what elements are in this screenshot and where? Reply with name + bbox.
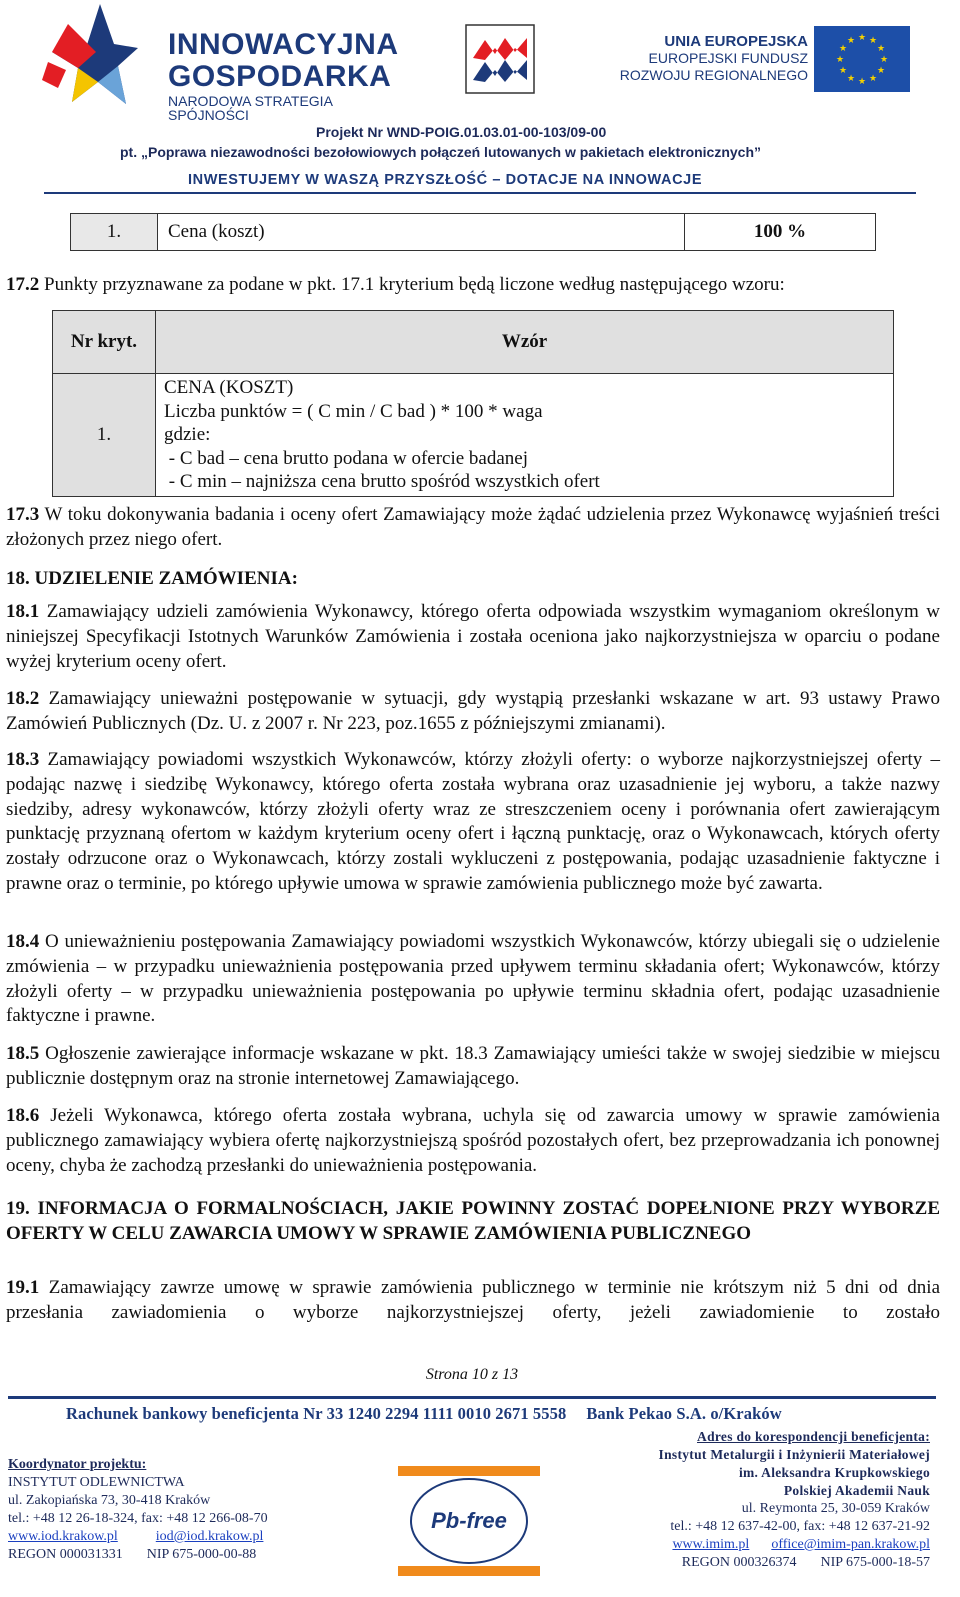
paragraph-text: Zamawiający udzieli zamówienia Wykonawcy, którego oferta odpowiada wszystkim wymaganiom określonym w niniejszej Specyfikacji Istotnych Warunków Zamówienia i została oceniona jako najkorzystniejsza w oparciu o podane wyżej kryterium oceny ofert.: [6, 601, 940, 672]
svg-text:★: ★: [868, 74, 878, 84]
paragraph-text: Punkty przyznawane za podane w pkt. 17.1 kryterium będą liczone według następującego wzoru:: [39, 274, 785, 295]
eu-text: [600, 33, 808, 84]
paragraph-number: 18.4: [6, 931, 40, 952]
formula-table: [52, 310, 894, 497]
beneficiary-address: ul. Reymonta 25, 30-059 Kraków: [741, 1501, 930, 1516]
bank-account: [66, 1404, 782, 1424]
column-header-formula: Wzór: [156, 311, 894, 374]
paragraph-text: Zamawiający powiadomi wszystkich Wykonawców, którzy złożyli oferty: o wyborze najkorzystniejszej oferty – podając nazwę i siedzibę Wykonawcy, którego oferta została wybrana oraz uzasadnienie jej wyboru, a także nazwy siedziby, adresy wykonawców, którzy złożyli oferty wraz ze streszczeniem oceny i porównania ofert zawierającym punktację przyznaną ofertom w każdym kryterium oceny ofert i łączną punktację, oraz o Wykonawcach, których oferty zostały odrzucone oraz o Wykonawcach, którzy zostali wykluczeni z postępowania, podając uzasadnienie faktyczne i prawne oraz o terminie, po którego upływie umowa w sprawie zamówienia publicznego może być zawarta.: [6, 749, 940, 894]
beneficiary-nip: NIP 675-000-18-57: [820, 1555, 930, 1570]
logo-line-2: GOSPODARKA: [168, 60, 392, 93]
coordinator-regon: REGON 000031331: [8, 1547, 123, 1562]
formula-line: Liczba punktów = ( C min / C bad ) * 100 * waga: [164, 400, 543, 422]
coordinator-nip: NIP 675-000-00-88: [146, 1547, 257, 1562]
row-nr: 1.: [53, 374, 156, 497]
paragraph-number: 18.2: [6, 688, 40, 709]
paragraph-18-6: [6, 1104, 940, 1178]
beneficiary-email-link[interactable]: office@imim-pan.krakow.pl: [771, 1537, 930, 1552]
eu-line-3: ROZWOJU REGIONALNEGO: [619, 67, 808, 83]
paragraph-number: 17.2: [6, 274, 40, 295]
page-number: Strona 10 z 13: [425, 1366, 519, 1383]
bank-account-number: Rachunek bankowy beneficjenta Nr 33 1240 2294 1111 0010 2671 5558: [66, 1404, 567, 1423]
paragraph-18-2: [6, 687, 940, 737]
innowacyjna-gospodarka-logo: [38, 4, 399, 123]
table-row: [53, 374, 894, 497]
formula-line: - C min – najniższa cena brutto spośród wszystkich ofert: [164, 471, 600, 492]
paragraph-17-2: [6, 273, 940, 298]
table-header-row: [53, 311, 894, 374]
coordinator-org: INSTYTUT ODLEWNICTWA: [8, 1475, 185, 1490]
section-heading-19: 19. INFORMACJA O FORMALNOŚCIACH, JAKIE POWINNY ZOSTAĆ DOPEŁNIONE PRZY WYBORZE OFERTY W CELU ZAWARCIA UMOWY W SPRAWIE ZAMÓWIENIA PUBLICZNEGO: [6, 1198, 940, 1244]
svg-text:★: ★: [876, 44, 886, 54]
beneficiary-org-2: im. Aleksandra Krupkowskiego: [738, 1465, 930, 1480]
criteria-nr: 1.: [71, 214, 158, 251]
coordinator-info: [8, 1456, 368, 1564]
header-divider: [44, 192, 916, 194]
footer-divider: [8, 1396, 936, 1399]
paragraph-17-3: [6, 503, 940, 553]
paragraph-text: Zamawiający unieważni postępowanie w sytuacji, gdy wystąpią przesłanki wskazane w art. 93 ustawy Prawo Zamówień Publicznych (Dz. U. z 2007 r. Nr 223, poz.1655 z późniejszymi zmianami).: [6, 688, 940, 734]
svg-text:★: ★: [879, 55, 889, 65]
logo-line-1: INNOWACYJNA: [168, 28, 399, 61]
paragraph-number: 18.6: [6, 1105, 40, 1126]
beneficiary-regon: REGON 000326374: [681, 1555, 797, 1570]
svg-text:★: ★: [846, 74, 856, 84]
paragraph-19-1: [6, 1276, 940, 1326]
beneficiary-org-3: Polskiej Akademii Nauk: [783, 1483, 930, 1498]
eu-line-2: EUROPEJSKI FUNDUSZ: [648, 50, 808, 66]
paragraph-text: O unieważnieniu postępowania Zamawiający powiadomi wszystkich Wykonawców, którzy ubiegali się o udzielenie zmówienia – w przypadku unieważnienia postępowania przed upływem terminu składania ofert; Wykonawców, którzy złożyli oferty – w przypadku unieważnienia postępowania po upływie terminu składnia ofert, podając uzasadnienie faktyczne i prawne.: [6, 931, 940, 1027]
criteria-table: [70, 213, 876, 251]
beneficiary-phone: tel.: +48 12 637-42-00, fax: +48 12 637-21-92: [670, 1519, 930, 1534]
bank-name: Bank Pekao S.A. o/Kraków: [586, 1404, 782, 1423]
paragraph-number: 19.1: [6, 1277, 40, 1298]
svg-text:★: ★: [835, 55, 845, 65]
paragraph-18-3: [6, 748, 940, 897]
paragraph-18-1: [6, 600, 940, 674]
institute-logo-icon: [465, 24, 535, 94]
svg-text:★: ★: [857, 33, 867, 43]
svg-text:★: ★: [838, 44, 848, 54]
formula-cell: [156, 374, 894, 497]
pb-free-logo-icon: [398, 1462, 540, 1580]
paragraph-18-5: [6, 1042, 940, 1092]
beneficiary-info: [600, 1428, 930, 1572]
project-number: Projekt Nr WND-POIG.01.03.01-00-103/09-00: [316, 124, 607, 140]
coordinator-website-link[interactable]: www.iod.krakow.pl: [8, 1529, 118, 1544]
project-title: pt. „Poprawa niezawodności bezołowiowych połączeń lutowanych w pakietach elektronicznych”: [120, 144, 762, 160]
page-header: [0, 0, 960, 200]
formula-line: gdzie:: [164, 424, 211, 445]
eu-flag-icon: [814, 26, 910, 92]
pb-free-label: Pb-free: [431, 1508, 507, 1533]
coordinator-phone: tel.: +48 12 26-18-324, fax: +48 12 266-08-70: [8, 1511, 268, 1526]
eu-line-1: UNIA EUROPEJSKA: [664, 33, 808, 50]
paragraph-text: W toku dokonywania badania i oceny ofert Zamawiający może żądać udzielenia przez Wykonawcę wyjaśnień treści złożonych przez niego ofert.: [6, 504, 940, 550]
section-heading-18: 18. UDZIELENIE ZAMÓWIENIA:: [6, 568, 298, 589]
paragraph-text: Jeżeli Wykonawca, którego oferta została wybrana, uchyla się od zawarcia umowy w sprawie zamówienia publicznego zamawiający wybiera ofertę najkorzystniejszą spośród pozostałych ofert, bez przeprowadzania ich ponownej oceny, chyba że zachodzą przesłanki do unieważnienia postępowania.: [6, 1105, 940, 1176]
logo-line-3: NARODOWA STRATEGIA SPÓJNOŚCI: [168, 93, 333, 123]
star-logo-icon: [38, 4, 138, 108]
svg-text:★: ★: [846, 36, 856, 46]
criteria-name: Cena (koszt): [158, 214, 685, 251]
coordinator-address: ul. Zakopiańska 73, 30-418 Kraków: [8, 1493, 211, 1508]
paragraph-number: 18.5: [6, 1043, 40, 1064]
svg-text:★: ★: [868, 36, 878, 46]
paragraph-number: 17.3: [6, 504, 40, 525]
formula-line: CENA (KOSZT): [164, 377, 294, 398]
beneficiary-website-link[interactable]: www.imim.pl: [672, 1537, 750, 1552]
svg-text:★: ★: [838, 66, 848, 76]
paragraph-number: 18.1: [6, 601, 40, 622]
formula-line: - C bad – cena brutto podana w ofercie badanej: [164, 447, 529, 469]
coordinator-email-link[interactable]: iod@iod.krakow.pl: [155, 1529, 264, 1544]
svg-text:★: ★: [876, 66, 886, 76]
criteria-weight: 100 %: [685, 214, 876, 251]
beneficiary-title: Adres do korespondencji beneficjenta:: [697, 1429, 930, 1444]
coordinator-title: Koordynator projektu:: [8, 1457, 147, 1472]
table-row: [71, 214, 876, 251]
slogan: INWESTUJEMY W WASZĄ PRZYSZŁOŚĆ – DOTACJE NA INNOWACJE: [188, 172, 703, 188]
paragraph-number: 18.3: [6, 749, 40, 770]
beneficiary-org-1: Instytut Metalurgii i Inżynierii Materiałowej: [658, 1447, 930, 1462]
paragraph-18-4: [6, 930, 940, 1029]
column-header-nr: Nr kryt.: [53, 311, 156, 374]
svg-text:★: ★: [857, 77, 867, 87]
paragraph-text: Zamawiający zawrze umowę w sprawie zamówienia publicznego w terminie nie krótszym niż 5 dni od dnia przesłania zawiadomienia o wyborze najkorzystniejszej oferty, jeżeli zawiadomienie to zostało: [6, 1277, 940, 1323]
paragraph-text: Ogłoszenie zawierające informacje wskazane w pkt. 18.3 Zamawiający umieści także w swojej siedzibie w miejscu publicznie dostępnym oraz na stronie internetowej Zamawiającego.: [6, 1043, 940, 1089]
